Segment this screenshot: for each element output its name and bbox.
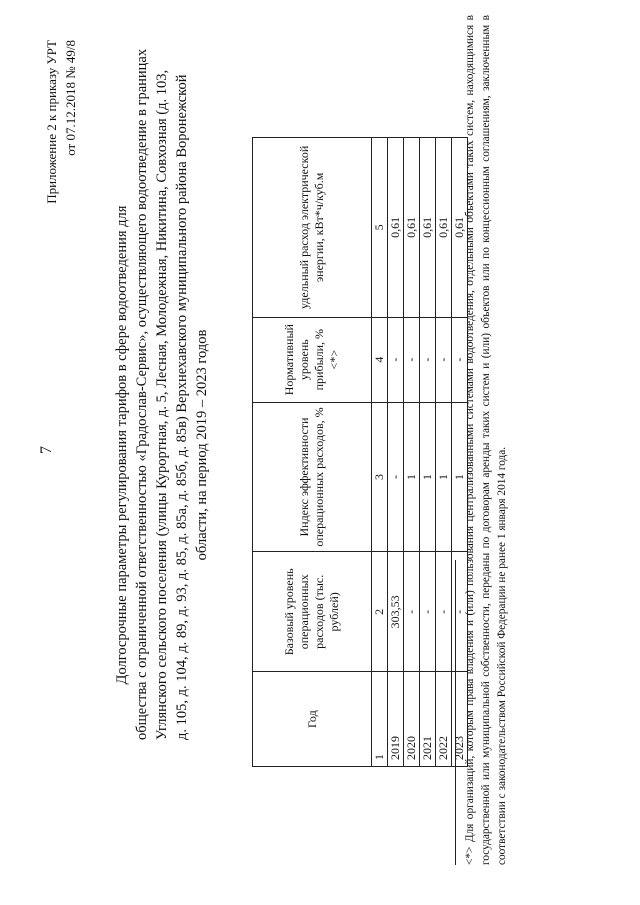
cell-base-opex: - (404, 552, 420, 672)
table-row (404, 138, 420, 767)
cell-profit-level: - (404, 317, 420, 402)
title-line: д. 105, д. 104, д. 89, д. 93, д. 85, д. 85а, д. 85б, д. 85в) Верхнехавского муниципального района Воронежской (174, 74, 190, 740)
appendix-line-2: от 07.12.2018 № 49/8 (63, 40, 78, 156)
cell-year: 2022 (436, 672, 452, 767)
header-base-opex: Базовый уровень операционных расходов (тыс. рублей) (253, 552, 372, 672)
cell-base-opex: - (436, 552, 452, 672)
appendix-reference (42, 40, 80, 300)
cell-efficiency-index: 1 (404, 402, 420, 552)
table-row (420, 138, 436, 767)
cell-base-opex: - (420, 552, 436, 672)
cell-energy-consumption: 0,61 (436, 138, 452, 318)
cell-year: 2019 (388, 672, 404, 767)
cell-energy-consumption: 0,61 (452, 138, 468, 318)
cell-energy-consumption: 0,61 (404, 138, 420, 318)
page-number: 7 (38, 446, 55, 454)
document-title (112, 48, 212, 740)
cell-year: 2021 (420, 672, 436, 767)
cell-efficiency-index: 1 (436, 402, 452, 552)
cell-efficiency-index: 1 (420, 402, 436, 552)
cell-base-opex: - (452, 552, 468, 672)
cell-energy-consumption: 0,61 (420, 138, 436, 318)
table-header-row (253, 138, 372, 767)
tariff-parameters-table (252, 137, 468, 767)
column-number: 4 (372, 317, 388, 402)
cell-base-opex: 303,53 (388, 552, 404, 672)
footnote: <*> Для организаций, которым права владения и (или) пользования централизованными системами водоотведения, отдельными объектами таких систем, находящимися в государственной или муниципальной собственности, переданы по договорам аренды таких систем и (или) объектов или по концессионным соглашениям, заключенным в соответствии с законодательством Российской Федерации не ранее 1 января 2014 года. (464, 15, 508, 865)
title-line: области, на период 2019 – 2023 годов (194, 329, 210, 561)
header-energy-consumption: удельный расход электрической энергии, кВт*ч/куб.м (253, 138, 372, 318)
cell-year: 2020 (404, 672, 420, 767)
cell-profit-level: - (436, 317, 452, 402)
cell-year: 2023 (452, 672, 468, 767)
header-year: Год (253, 672, 372, 767)
header-efficiency-index: Индекс эффективности операционных расходов, % (253, 402, 372, 552)
cell-efficiency-index: 1 (452, 402, 468, 552)
table-row (436, 138, 452, 767)
title-line: общества с ограниченной ответственностью «Градослав-Сервис», осуществляющего водоотведение в границах (134, 48, 150, 740)
column-number: 5 (372, 138, 388, 318)
footnote-separator (455, 560, 456, 865)
title-line: Углянского сельского поселения (улицы Курортная, д. 5, Лесная, Молодежная, Никитина, Совхозная (д. 103, (154, 69, 170, 740)
appendix-line-1: Приложение 2 к приказу УРТ (44, 40, 59, 204)
cell-profit-level: - (452, 317, 468, 402)
title-line: Долгосрочные параметры регулирования тарифов в сфере водоотведения для (114, 205, 130, 685)
cell-profit-level: - (388, 317, 404, 402)
column-number: 3 (372, 402, 388, 552)
column-number: 2 (372, 552, 388, 672)
cell-profit-level: - (420, 317, 436, 402)
column-number-row (372, 138, 388, 767)
table-row (388, 138, 404, 767)
cell-efficiency-index: - (388, 402, 404, 552)
cell-energy-consumption: 0,61 (388, 138, 404, 318)
header-profit-level: Нормативный уровень прибыли, % <*> (253, 317, 372, 402)
column-number: 1 (372, 672, 388, 767)
